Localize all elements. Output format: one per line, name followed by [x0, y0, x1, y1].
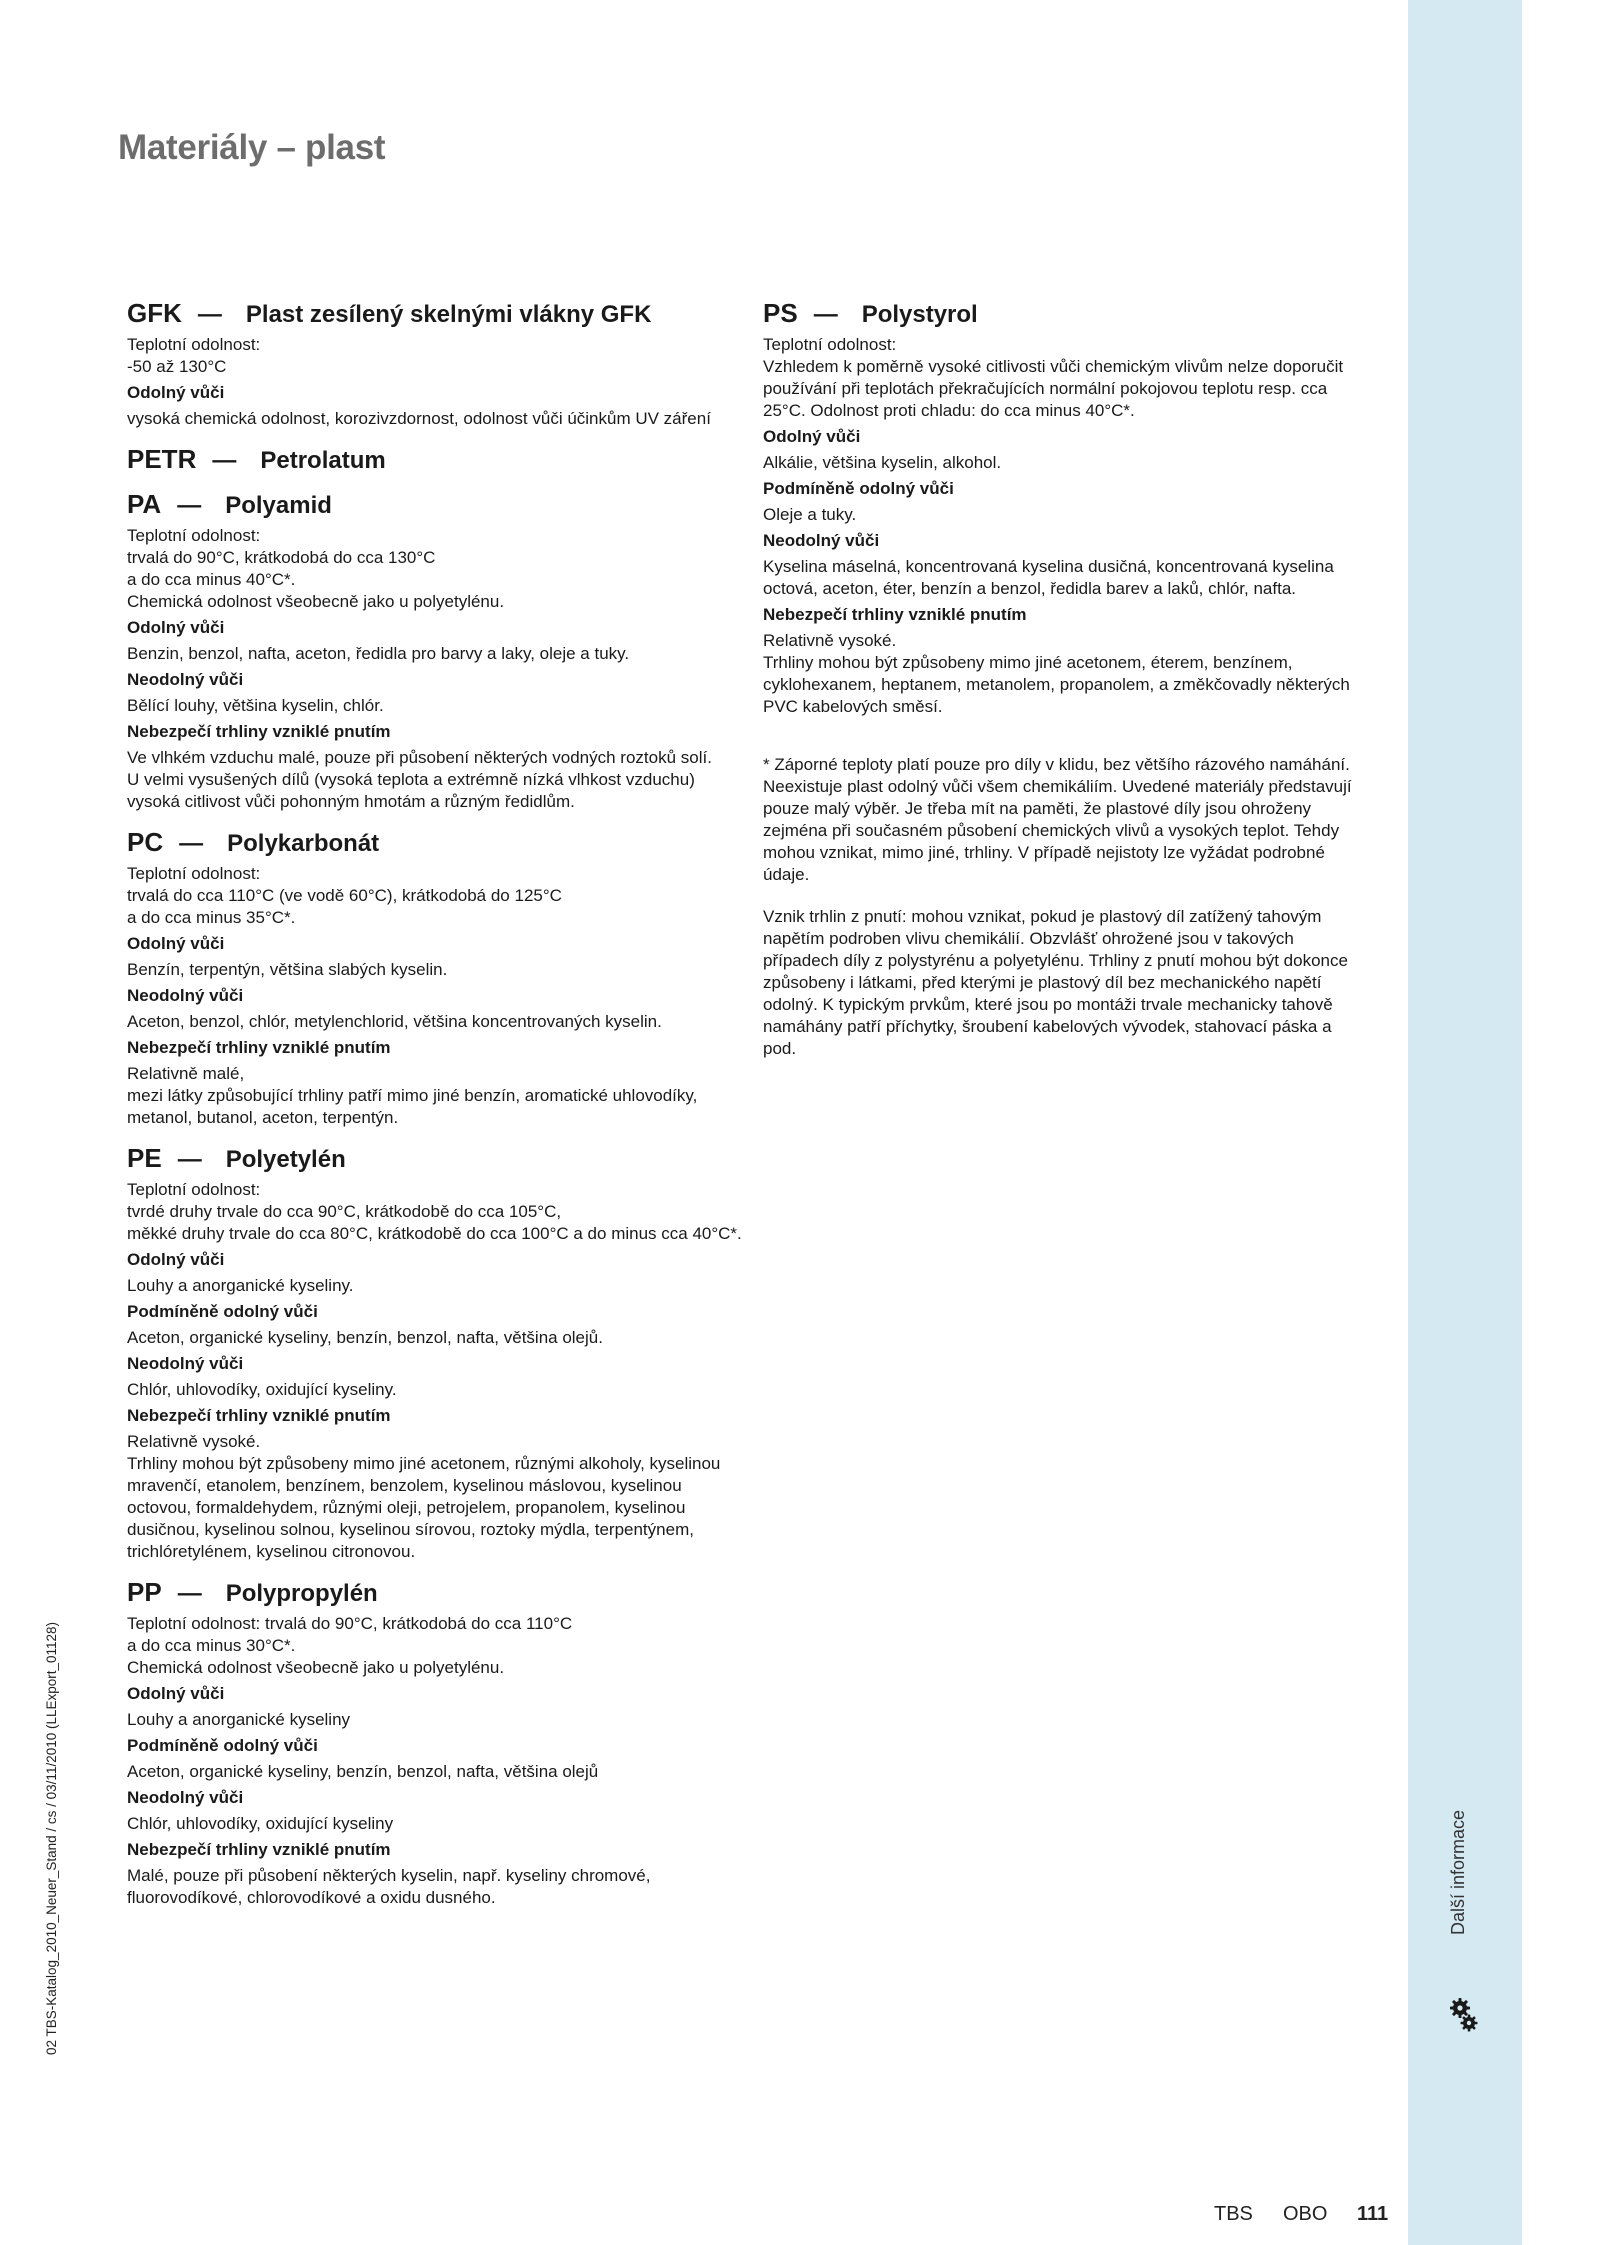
- body-text: Teplotní odolnost:: [763, 335, 897, 354]
- body-text: U velmi vysušených dílů (vysoká teplota a extrémně nízká vlhkost vzduchu) vysoká citlivost vůči pohonným hmotám a různým ředidlům.: [127, 770, 695, 811]
- body-text: Relativně vysoké.: [763, 631, 897, 650]
- property-label: Nebezpečí trhliny vzniklé pnutím: [127, 1038, 391, 1057]
- body-text: Louhy a anorganické kyseliny: [127, 1710, 351, 1729]
- page-number: 111: [1357, 2203, 1389, 2225]
- body-text: Teplotní odolnost:: [127, 864, 261, 883]
- heading-dash: —: [177, 1146, 202, 1173]
- section-heading: [127, 827, 747, 858]
- footnote-text: * Záporné teploty platí pouze pro díly v klidu, bez většího rázového namáhání. Neexistuje plast odolný vůči všem chemikáliím. Uvedené materiály představují pouze malý výběr. Je třeba mít na paměti, že plastové díly jsou ohroženy zejména při současném působení chemických vlivů a vysokých teplot. Tehdy mohou vznikat, mimo jiné, trhliny. V případě nejistoty lze vyžádat podrobné údaje.: [763, 755, 1352, 884]
- material-section-pe: [127, 1143, 747, 1563]
- property-label: Neodolný vůči: [127, 986, 244, 1005]
- material-abbr: PA: [127, 489, 162, 519]
- body-text: trvalá do cca 110°C (ve vodě 60°C), krátkodobá do 125°C: [127, 886, 562, 905]
- body-text: Teplotní odolnost: trvalá do 90°C, krátkodobá do cca 110°C: [127, 1614, 573, 1633]
- body-text: měkké druhy trvale do cca 80°C, krátkodobě do cca 100°C a do minus cca 40°C*.: [127, 1224, 742, 1243]
- body-text: trvalá do 90°C, krátkodobá do cca 130°C: [127, 548, 436, 567]
- property-label: Neodolný vůči: [763, 531, 880, 550]
- body-text: Benzín, terpentýn, většina slabých kyselin.: [127, 960, 448, 979]
- body-text: Vzhledem k poměrně vysoké citlivosti vůči chemickým vlivům nelze doporučit používání při teplotách překračujících normální pokojovou teplotu resp. cca 25°C. Odolnost proti chladu: do cca minus 40°C*.: [763, 357, 1344, 420]
- catalog-meta: 02 TBS-Katalog_2010_Neuer_Stand / cs / 03/11/2010 (LLExport_01128): [44, 1621, 59, 2055]
- footer-brand-obo: OBO: [1283, 2203, 1328, 2225]
- body-text: Ve vlhkém vzduchu malé, pouze při působení některých vodných roztoků solí.: [127, 748, 712, 767]
- stress-cracking-note: Vznik trhlin z pnutí: mohou vznikat, pokud je plastový díl zatížený tahovým napětím podroben vlivu chemikálií. Obzvlášť ohrožené jsou v takových případech díly z polystyrénu a polyetylénu. Trhliny z pnutí mohou být dokonce způsobeny i látkami, před kterými je plastový díl bez mechanického napětí odolný. K typickým prvkům, které jsou po montáži trvale mechanicky tahově namáhány patří příchytky, šroubení kabelových vývodek, stahovací páska a pod.: [763, 907, 1348, 1058]
- material-abbr: GFK: [127, 298, 182, 328]
- material-abbr: PETR: [127, 444, 197, 474]
- body-text: a do cca minus 35°C*.: [127, 908, 296, 927]
- material-section-pa: [127, 489, 747, 813]
- body-text: Aceton, organické kyseliny, benzín, benzol, nafta, většina olejů: [127, 1762, 599, 1781]
- material-name: Plast zesílený skelnými vlákny GFK: [245, 301, 652, 328]
- gear-cluster-icon: [1449, 1996, 1479, 2034]
- material-section-pp: [127, 1577, 747, 1909]
- property-label: Odolný vůči: [127, 618, 225, 637]
- heading-dash: —: [179, 830, 204, 857]
- property-label: Odolný vůči: [763, 427, 861, 446]
- property-label: Podmíněně odolný vůči: [763, 479, 954, 498]
- section-heading: [127, 1577, 747, 1608]
- body-text: -50 až 130°C: [127, 357, 227, 376]
- section-heading: [127, 1143, 747, 1174]
- property-label: Odolný vůči: [127, 1250, 225, 1269]
- property-label: Podmíněně odolný vůči: [127, 1736, 318, 1755]
- body-text: Alkálie, většina kyselin, alkohol.: [763, 453, 1002, 472]
- property-label: Nebezpečí trhliny vzniklé pnutím: [127, 1840, 391, 1859]
- material-section-pc: [127, 827, 747, 1129]
- property-label: Odolný vůči: [127, 1684, 225, 1703]
- body-text: Trhliny mohou být způsobeny mimo jiné acetonem, éterem, benzínem, cyklohexanem, heptanem, metanolem, propanolem, a změkčovadly některých PVC kabelových směsí.: [763, 653, 1350, 716]
- property-label: Neodolný vůči: [127, 1354, 244, 1373]
- page-title: Materiály – plast: [118, 128, 386, 167]
- material-abbr: PS: [763, 298, 798, 328]
- body-text: Teplotní odolnost:: [127, 335, 261, 354]
- body-text: Aceton, organické kyseliny, benzín, benzol, nafta, většina olejů.: [127, 1328, 603, 1347]
- body-text: tvrdé druhy trvale do cca 90°C, krátkodobě do cca 105°C,: [127, 1202, 562, 1221]
- body-text: Relativně vysoké.: [127, 1432, 261, 1451]
- section-heading: [127, 444, 747, 475]
- material-section-petr: [127, 444, 747, 475]
- property-label: Neodolný vůči: [127, 670, 244, 689]
- heading-dash: —: [813, 301, 838, 328]
- body-text: a do cca minus 40°C*.: [127, 570, 296, 589]
- property-label: Neodolný vůči: [127, 1788, 244, 1807]
- heading-dash: —: [197, 301, 222, 328]
- heading-dash: —: [212, 447, 237, 474]
- body-text: Chlór, uhlovodíky, oxidující kyseliny.: [127, 1380, 397, 1399]
- material-name: Petrolatum: [260, 447, 386, 474]
- body-text: Teplotní odolnost:: [127, 526, 261, 545]
- body-text: Chemická odolnost všeobecně jako u polyetylénu.: [127, 592, 505, 611]
- body-text: Trhliny mohou být způsobeny mimo jiné acetonem, různými alkoholy, kyselinou mravenčí, etanolem, benzínem, benzolem, kyselinou máslovou, kyselinou octovou, formaldehydem, různými oleji, petrojelem, propanolem, kyselinou dusičnou, kyselinou solnou, kyselinou sírovou, roztoky mýdla, terpentýnem, trichlóretylénem, kyselinou citronovou.: [127, 1454, 721, 1561]
- property-label: Nebezpečí trhliny vzniklé pnutím: [127, 722, 391, 741]
- material-name: Polypropylén: [225, 1580, 378, 1607]
- body-text: Benzin, benzol, nafta, aceton, ředidla pro barvy a laky, oleje a tuky.: [127, 644, 630, 663]
- section-heading: [763, 298, 1363, 329]
- material-name: Polyetylén: [225, 1146, 346, 1173]
- material-name: Polyamid: [225, 492, 332, 519]
- body-text: Louhy a anorganické kyseliny.: [127, 1276, 354, 1295]
- material-abbr: PE: [127, 1143, 162, 1173]
- material-abbr: PP: [127, 1577, 162, 1607]
- property-label: Nebezpečí trhliny vzniklé pnutím: [763, 605, 1027, 624]
- left-column: [127, 298, 747, 1923]
- body-text: a do cca minus 30°C*.: [127, 1636, 296, 1655]
- heading-dash: —: [177, 1580, 202, 1607]
- body-text: Oleje a tuky.: [763, 505, 857, 524]
- body-text: Chemická odolnost všeobecně jako u polyetylénu.: [127, 1658, 505, 1677]
- body-text: Malé, pouze při působení některých kyselin, např. kyseliny chromové, fluorovodíkové, chlorovodíkové a oxidu dusného.: [127, 1866, 651, 1907]
- body-text: Relativně malé,: [127, 1064, 245, 1083]
- body-text: vysoká chemická odolnost, korozivzdornost, odolnost vůči účinkům UV záření: [127, 409, 711, 428]
- material-name: Polykarbonát: [227, 830, 380, 857]
- right-sections: [763, 298, 1363, 718]
- body-text: Teplotní odolnost:: [127, 1180, 261, 1199]
- section-heading: [127, 489, 747, 520]
- footer-brand-tbs: TBS: [1214, 2203, 1253, 2225]
- body-text: Chlór, uhlovodíky, oxidující kyseliny: [127, 1814, 394, 1833]
- property-label: Odolný vůči: [127, 383, 225, 402]
- property-label: Nebezpečí trhliny vzniklé pnutím: [127, 1406, 391, 1425]
- material-name: Polystyrol: [861, 301, 978, 328]
- section-heading: [127, 298, 747, 329]
- side-section-label: Další informace: [1448, 1809, 1468, 1935]
- property-label: Podmíněně odolný vůči: [127, 1302, 318, 1321]
- material-section-gfk: [127, 298, 747, 430]
- property-label: Odolný vůči: [127, 934, 225, 953]
- material-abbr: PC: [127, 827, 164, 857]
- right-column: [763, 298, 1363, 1060]
- body-text: Kyselina máselná, koncentrovaná kyselina dusičná, koncentrovaná kyselina octová, aceton, éter, benzín a benzol, ředidla barev a laků, chlór, nafta.: [763, 557, 1334, 598]
- body-text: mezi látky způsobující trhliny patří mimo jiné benzín, aromatické uhlovodíky, metanol, butanol, aceton, terpentýn.: [127, 1086, 698, 1127]
- body-text: Bělící louhy, většina kyselin, chlór.: [127, 696, 384, 715]
- body-text: Aceton, benzol, chlór, metylenchlorid, většina koncentrovaných kyselin.: [127, 1012, 662, 1031]
- heading-dash: —: [177, 492, 202, 519]
- material-section-ps: [763, 298, 1363, 718]
